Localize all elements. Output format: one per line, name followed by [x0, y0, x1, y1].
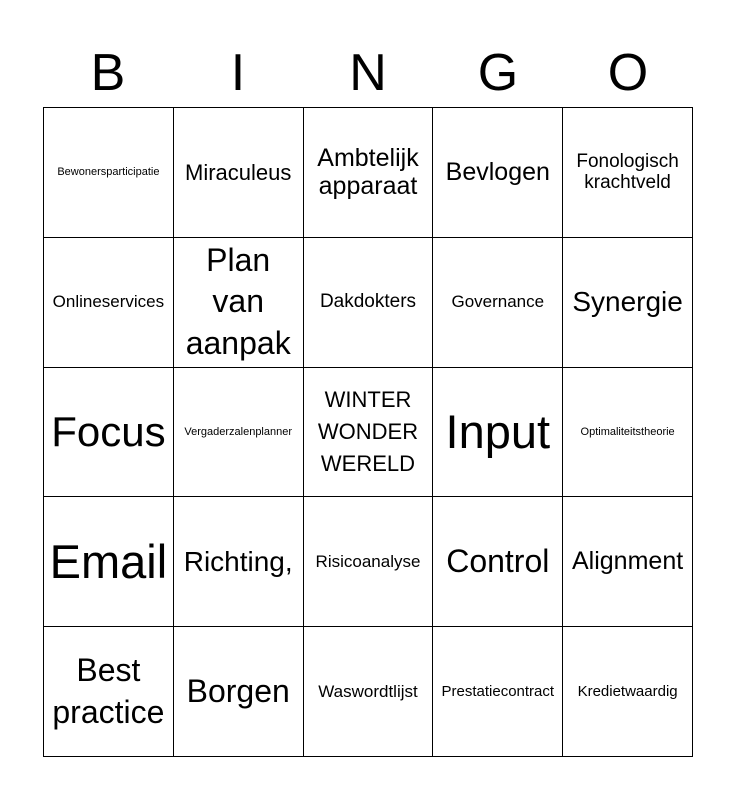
cell-text: Risicoanalyse — [315, 552, 421, 572]
cell-text: Alignment — [572, 547, 684, 576]
cell-text: Borgen — [186, 672, 290, 709]
bingo-cell-r1c3[interactable] — [304, 108, 434, 238]
cell-text: Waswordtlijst — [318, 681, 418, 701]
header-letter-i: I — [230, 44, 246, 102]
bingo-cell-r2c1[interactable] — [44, 238, 174, 368]
header-letter-b: B — [90, 44, 126, 102]
bingo-cell-r3c3[interactable] — [304, 368, 434, 498]
bingo-cell-r5c4[interactable] — [433, 627, 563, 757]
bingo-card — [43, 107, 693, 757]
bingo-cell-r5c2[interactable] — [174, 627, 304, 757]
cell-text: Optimaliteitstheorie — [580, 425, 675, 438]
bingo-cell-r3c4[interactable] — [433, 368, 563, 498]
header-letter-g: G — [477, 44, 519, 102]
bingo-cell-r4c1[interactable] — [44, 497, 174, 627]
cell-text: WINTER WONDER WERELD — [317, 387, 419, 476]
bingo-cell-r4c2[interactable] — [174, 497, 304, 627]
bingo-cell-r1c1[interactable] — [44, 108, 174, 238]
cell-text: Vergaderzalenplanner — [184, 425, 293, 438]
bingo-header — [43, 40, 693, 106]
cell-text: Bevlogen — [445, 158, 550, 187]
bingo-cell-r2c3[interactable] — [304, 238, 434, 368]
bingo-cell-r3c2[interactable] — [174, 368, 304, 498]
cell-text: Email — [49, 534, 168, 588]
cell-text: Bewonersparticipatie — [57, 166, 160, 179]
cell-text: Dakdokters — [319, 291, 417, 313]
header-letter-n: N — [349, 44, 387, 102]
cell-text: Control — [446, 542, 550, 579]
bingo-cell-r5c5[interactable] — [563, 627, 693, 757]
cell-text: Plan van aanpak — [185, 241, 291, 361]
cell-text: Miraculeus — [185, 159, 292, 185]
bingo-cell-r4c3[interactable] — [304, 497, 434, 627]
bingo-cell-r5c1[interactable] — [44, 627, 174, 757]
bingo-cell-r1c2[interactable] — [174, 108, 304, 238]
cell-text: Focus — [51, 407, 166, 455]
cell-text: Prestatiecontract — [441, 682, 555, 700]
cell-text: Onlineservices — [52, 292, 165, 312]
cell-text: Ambtelijk apparaat — [317, 143, 419, 201]
cell-text: Best practice — [52, 652, 165, 730]
cell-text: Input — [445, 404, 551, 458]
bingo-cell-r1c4[interactable] — [433, 108, 563, 238]
bingo-cell-r3c5[interactable] — [563, 368, 693, 498]
bingo-cell-r5c3[interactable] — [304, 627, 434, 757]
cell-text: Kredietwaardig — [577, 682, 678, 700]
cell-text: Synergie — [572, 286, 683, 318]
header-letter-o: O — [607, 44, 649, 102]
bingo-cell-r4c4[interactable] — [433, 497, 563, 627]
bingo-cell-r1c5[interactable] — [563, 108, 693, 238]
cell-text: Fonologisch krachtveld — [576, 150, 679, 194]
cell-text: Governance — [451, 292, 545, 312]
bingo-cell-r4c5[interactable] — [563, 497, 693, 627]
bingo-cell-r3c1[interactable] — [44, 368, 174, 498]
bingo-cell-r2c2[interactable] — [174, 238, 304, 368]
cell-text: Richting, — [183, 545, 293, 577]
bingo-cell-r2c5[interactable] — [563, 238, 693, 368]
bingo-cell-r2c4[interactable] — [433, 238, 563, 368]
